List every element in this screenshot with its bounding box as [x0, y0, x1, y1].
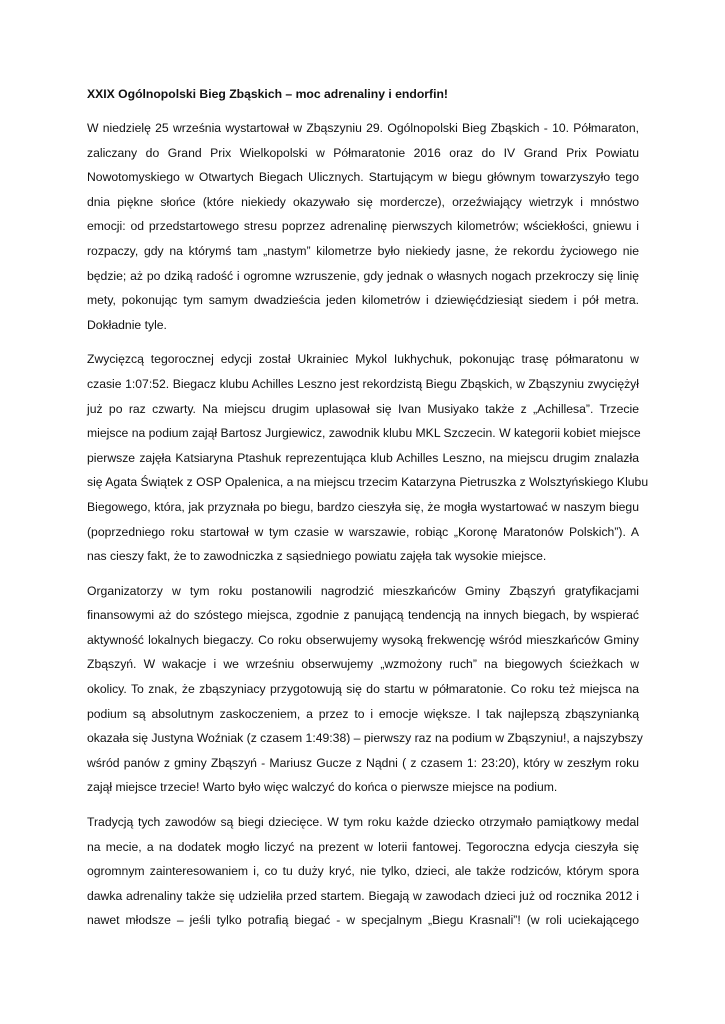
paragraph-line: zajął miejsce trzecie! Warto było więc walczyć do końca o pierwsze miejsce na podium.: [87, 780, 558, 795]
paragraph-line: czasie 1:07:52. Biegacz klubu Achilles Leszno jest rekordzistą Biegu Zbąskich, w Zbąszyniu zwyciężył: [87, 376, 639, 391]
paragraph-line: na mecie, a na dodatek mogło liczyć na prezent w loterii fantowej. Tegoroczna edycja cieszyła się: [87, 839, 639, 854]
paragraph-line: miejsce na podium zajął Bartosz Jurgiewicz, zawodnik klubu MKL Szczecin. W kategorii kobiet miejsce: [87, 426, 641, 441]
paragraph-line: Tradycją tych zawodów są biegi dziecięce. W tym roku każde dziecko otrzymało pamiątkowy medal: [87, 815, 639, 830]
paragraph-line: pierwsze zajęła Katsiaryna Ptashuk reprezentująca klub Achilles Leszno, na miejscu drugim znalazła: [87, 450, 639, 465]
paragraph-line: dawka adrenaliny także się udzieliła przed startem. Biegają w zawodach dzieci już od rocznika 2012 i: [87, 888, 639, 903]
paragraph-line: dnia piękne słońce (które niekiedy okazywało się mordercze), orzeźwiający wietrzyk i mnóstwo: [87, 194, 639, 209]
paragraph-1: [87, 116, 639, 337]
paragraph-line: nas cieszy fakt, że to zawodniczka z sąsiedniego powiatu zajęła tak wysokie miejsce.: [87, 549, 547, 564]
paragraph-line: Zwycięzcą tegorocznej edycji został Ukrainiec Mykol Iukhychuk, pokonując trasę półmaratonu w: [87, 352, 639, 367]
paragraph-4: [87, 810, 639, 933]
paragraph-line: zaliczany do Grand Prix Wielkopolski w Półmaratonie 2016 oraz do IV Grand Prix Powiatu: [87, 145, 639, 160]
paragraph-line: już po raz czwarty. Na miejscu drugim uplasował się Ivan Musiyako także z „Achillesa”. Trzecie: [87, 401, 639, 416]
paragraph-line: emocji: od przedstartowego stresu poprzez adrenalinę pierwszych kilometrów; wściekłości, gniewu i: [87, 219, 639, 234]
paragraph-line: Nowotomyskiego w Otwartych Biegach Ulicznych. Startującym w biegu głównym towarzyszyło tego: [87, 170, 639, 185]
paragraph-line: Biegowego, która, jak przyznała po biegu, bardzo cieszyła się, że mogła wystartować w naszym biegu: [87, 499, 639, 514]
paragraph-line: mety, pokonując tym samym dwadzieścia jeden kilometrów i dziewięćdziesiąt siedem i pół metra.: [87, 293, 639, 308]
paragraph-line: aktywność lokalnych biegaczy. Co roku obserwujemy wysoką frekwencję wśród mieszkańców Gminy: [87, 632, 639, 647]
paragraph-line: Dokładnie tyle.: [87, 317, 167, 332]
paragraph-line: podium są absolutnym zaskoczeniem, a przez to i emocje większe. I tak najlepszą zbąszynianką: [87, 706, 639, 721]
paragraph-line: Zbąszyń. W wakacje i we wrześniu obserwujemy „wzmożony ruch” na biegowych ścieżkach w: [87, 657, 639, 672]
document-page: [87, 84, 649, 943]
paragraph-line: rozpaczy, gdy na którymś tam „nastym” kilometrze było niekiedy jasne, że rekordu życiowego nie: [87, 243, 639, 258]
paragraph-line: okolicy. To znak, że zbąszyniacy przygotowują się do startu w półmaratonie. Co roku też miejsca na: [87, 682, 639, 697]
document-title: XXIX Ogólnopolski Bieg Zbąskich – moc adrenaliny i endorfin!: [87, 87, 448, 101]
paragraph-line: okazała się Justyna Woźniak (z czasem 1:49:38) – pierwszy raz na podium w Zbąszyniu!, a najszybszy: [87, 731, 643, 746]
paragraph-2: [87, 347, 649, 568]
paragraph-line: będzie; aż po dziką radość i ogromne wzruszenie, gdy jednak o własnych nogach przekroczy się linię: [87, 268, 639, 283]
paragraph-line: nawet młodsze – jeśli tylko potrafią biegać - w specjalnym „Biegu Krasnali”! (w roli uciekającego: [87, 913, 639, 928]
paragraph-line: się Agata Świątek z OSP Opalenica, a na miejscu trzecim Katarzyna Pietruszka z Wolsztyńskiego Klubu: [87, 475, 649, 490]
paragraph-line: ogromnym zainteresowaniem i, co tu duży kryć, nie tylko, dzieci, ale także rodziców, którym spora: [87, 864, 639, 879]
paragraph-line: Organizatorzy w tym roku postanowili nagrodzić mieszkańców Gminy Zbąszyń gratyfikacjami: [87, 583, 639, 598]
paragraph-line: (poprzedniego roku startował w tym czasie w warszawie, robiąc „Koronę Maratonów Polskich”). A: [87, 524, 639, 539]
paragraph-line: finansowymi aż do szóstego miejsca, zgodnie z panującą tendencją na innych biegach, by wspierać: [87, 608, 639, 623]
paragraph-line: wśród panów z gminy Zbąszyń - Mariusz Gucze z Nądni ( z czasem 1: 23:20), który w zeszłym roku: [87, 755, 639, 770]
paragraph-3: [87, 579, 643, 800]
paragraph-line: W niedzielę 25 września wystartował w Zbąszyniu 29. Ogólnopolski Bieg Zbąskich - 10. Półmaraton,: [87, 121, 639, 135]
